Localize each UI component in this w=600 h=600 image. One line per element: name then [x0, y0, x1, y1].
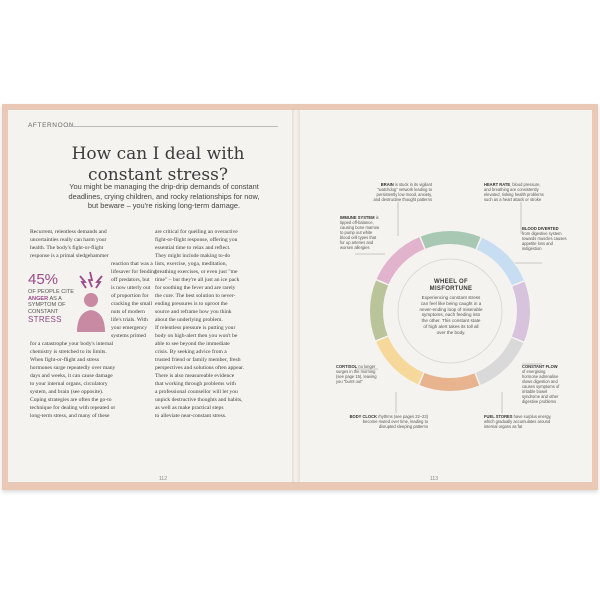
callout-line: and breathing are consistently: [484, 187, 539, 192]
column-2: [155, 228, 244, 420]
callout-heading: HEART RATE: [484, 182, 511, 187]
callout-line: of energising: [522, 369, 546, 374]
stat-line: AS A: [49, 295, 62, 302]
callout-body-clock: [338, 414, 428, 429]
callout-line: which gradually accumulates around: [484, 419, 551, 424]
callout-line: hormone adrenaline: [522, 374, 559, 379]
callout-line: indigestion: [522, 246, 542, 251]
wheel-body-line: symptoms, each feeding into: [421, 312, 481, 318]
callout-heading: BLOOD DIVERTED: [522, 226, 559, 231]
callout-line: appetite loss and: [522, 241, 553, 246]
callout-text: is stuck in its vigilant: [393, 182, 432, 187]
wheel-segment: [370, 281, 388, 341]
stat-line: OF PEOPLE CITE: [28, 289, 75, 295]
wheel-segment: [376, 337, 423, 385]
body-line: Recurrent, relentless demands and: [30, 229, 107, 235]
body-line: If relentless pressure is putting your: [155, 325, 236, 331]
callout-line: such as a heart attack or stroke: [484, 197, 542, 202]
body-line: the cure. The best solution to never-: [155, 293, 236, 299]
wheel-segment: [512, 282, 530, 342]
body-line: of proportion for: [111, 293, 149, 299]
body-line: time" – but they're all just an ice pack: [155, 277, 240, 283]
body-line: is now utterly out: [111, 285, 151, 291]
body-line: fight-or-flight response, offering you: [155, 237, 238, 243]
wheel-body-line: can feel like being caught in a: [420, 300, 482, 306]
body-line: uncertainties really can harm your: [30, 237, 107, 243]
stat-line: CONSTANT: [28, 308, 59, 315]
title-line-1: How can I deal with: [71, 144, 245, 164]
body-line: hormones surge repeatedly over many: [30, 365, 116, 371]
callout-text: is: [374, 215, 379, 220]
callout-line: syndrome and other: [522, 394, 559, 399]
wheel-body-line: the other. This constant state: [421, 318, 481, 324]
callout-heading: CONSTANT FLOW: [522, 364, 558, 369]
wheel-description: [413, 295, 489, 336]
standfirst: [48, 182, 280, 211]
wheel-segment: [477, 238, 524, 286]
body-line: health. The body's fight-or-flight: [30, 245, 104, 251]
callout-line: causing bone marrow: [340, 225, 380, 230]
section-label: AFTERNOON: [28, 122, 75, 129]
column-1-wrap: [111, 260, 157, 340]
body-line: There is also measureable evidence: [155, 373, 235, 379]
callout-line: disrupted sleeping patterns: [378, 424, 428, 429]
body-line: They might include making to-do: [155, 253, 231, 259]
body-line: as well as make practical steps: [155, 405, 224, 411]
callout-text: rhythms (see pages 22–23): [377, 414, 428, 419]
body-line: a professional counsellor will let you: [155, 389, 238, 395]
column-1-top: [30, 228, 109, 260]
callout-heading: FUEL STORES: [484, 414, 513, 419]
body-line: cracking the small: [111, 301, 153, 307]
wheel-segment: [420, 373, 480, 391]
page-number-right: 113: [430, 476, 438, 482]
wheel-body-line: never-ending loop of miserable: [419, 306, 483, 312]
body-line: perspectives and solutions often appear.: [155, 365, 245, 371]
wheel-segment: [476, 338, 524, 385]
wheel-body-line: of high alert takes its toll all: [423, 323, 479, 329]
callout-line: causes symptoms of: [522, 384, 560, 389]
callout-line: tipped off-balance,: [340, 220, 374, 225]
section-rule: [68, 126, 278, 127]
body-line: lists, exercise, yoga, meditation,: [155, 261, 227, 267]
body-line: are critical for quelling an overactive: [155, 229, 238, 235]
body-line: to your internal organs, circulatory: [30, 381, 108, 387]
body-line: essential time to relax and reflect.: [155, 245, 231, 251]
callout-fuel-stores: [484, 414, 551, 429]
callout-line: surges in the morning: [336, 369, 376, 374]
standfirst-line: You might be managing the drip-drip demands of constant: [69, 182, 259, 191]
wheel-title-line: WHEEL OF: [434, 279, 468, 285]
callout-line: "watchdog" network leading to: [377, 187, 432, 192]
stat-percent: 45%: [28, 271, 59, 288]
body-line: that working through problems with: [155, 381, 236, 387]
body-line: source and reframe how you think: [155, 309, 232, 315]
body-line: systems primed: [111, 333, 146, 339]
callout-text: , blood pressure,: [510, 182, 541, 187]
body-line: reaction that was a: [111, 261, 153, 267]
body-line: system, and brain (see opposite).: [30, 389, 104, 395]
callout-line: fur up arteries and: [340, 240, 374, 245]
callout-line: to pump out white: [340, 230, 373, 235]
body-line: lifesaver for fending: [111, 269, 157, 275]
callout-line: (see page 15), leaving: [336, 374, 377, 379]
body-line: technique for dealing with repeated or: [30, 405, 116, 411]
wheel-title: [419, 279, 483, 293]
callout-heading: BRAIN: [380, 182, 394, 187]
callout-immune-system: [340, 215, 379, 250]
standfirst-line: but beware – you're risking long-term damage.: [87, 201, 241, 211]
callout-line: elevated, risking health problems: [484, 192, 544, 197]
wheel-body-line: Experiencing constant stress: [421, 295, 481, 300]
body-line: trusted friend or family member, fresh: [155, 357, 241, 363]
callout-brain: [356, 182, 432, 202]
callout-blood-diverted: [522, 226, 567, 251]
callout-heart-rate: [484, 182, 544, 202]
callout-text: have surplus energy,: [512, 414, 552, 419]
callout-line: become muted over time, leading to: [362, 419, 428, 424]
body-line: chemistry is stretched to its limits.: [30, 349, 107, 355]
body-line: to alleviate near-constant stress.: [155, 413, 227, 419]
callout-cortisol: [336, 364, 377, 384]
callout-line: irritable bowel: [522, 389, 548, 394]
page-title: [40, 144, 276, 186]
body-line: for a catastrophe your body's internal: [30, 341, 114, 347]
standfirst-line: deadlines, crying children, and rocky relationships for now,: [68, 191, 260, 201]
callout-line: persistently low mood, anxiety,: [376, 192, 432, 197]
body-line: breathing exercises, or even just "me: [155, 269, 238, 275]
stat-big-word: STRESS: [28, 315, 62, 324]
body-line: long-term stress, and many of these: [30, 413, 110, 419]
body-line: for soothing the fever and are rarely: [155, 285, 236, 291]
callout-line: and destructive thought patterns: [373, 197, 432, 202]
callout-constant-flow: [522, 364, 559, 404]
body-line: When fight-or-flight and stress: [30, 357, 100, 363]
angry-person-icon: [72, 270, 108, 336]
callout-line: digestive problems: [522, 399, 557, 404]
callout-line: from digestive system: [522, 231, 562, 236]
body-line: able to see beyond the immediate: [155, 341, 230, 347]
body-line: body on high-alert then you won't be: [155, 333, 238, 339]
callout-line: internal organs as fat: [484, 424, 523, 429]
body-line: your emergency: [111, 325, 148, 331]
callout-text: no longer: [357, 364, 376, 369]
callout-heading: CORTISOL: [336, 364, 358, 369]
book-gutter: [292, 110, 300, 482]
column-1-bottom: [30, 340, 115, 420]
wheel-segment: [377, 237, 425, 284]
body-line: unpick destructive thoughts and habits,: [155, 397, 243, 403]
callout-line: worsen allergies: [340, 245, 370, 250]
callout-line: slows digestion and: [522, 379, 558, 384]
wheel-segment: [421, 231, 481, 249]
body-line: days and weeks, it can cause damage: [30, 373, 113, 379]
callout-line: towards muscles causes: [522, 236, 567, 241]
stat-anger: ANGER: [28, 295, 49, 302]
wheel-body-line: over the body.: [436, 329, 466, 335]
stat-line: SYMPTOM OF: [28, 302, 66, 308]
callout-line: blood cell types that: [340, 235, 377, 240]
body-line: Coping strategies are often the go-to: [30, 397, 112, 403]
body-line: off predators, but: [111, 277, 150, 283]
body-line: crisis. By seeking advice from a: [155, 349, 227, 355]
body-line: ending pressures is to uproot the: [155, 301, 228, 307]
body-line: life's trials. With: [111, 317, 148, 323]
title-line-2: constant stress?: [88, 165, 228, 185]
callout-heading: BODY CLOCK: [349, 414, 378, 419]
wheel-title-line: MISFORTUNE: [429, 286, 473, 292]
callout-heading: IMMUNE SYSTEM: [340, 215, 375, 220]
body-line: response is a primal sledgehammer: [30, 253, 109, 259]
body-line: nuts of modern: [111, 309, 145, 315]
body-line: about the underlying problem.: [155, 317, 223, 323]
callout-line: you "burnt out": [336, 379, 363, 384]
page-number-left: 112: [159, 476, 167, 482]
